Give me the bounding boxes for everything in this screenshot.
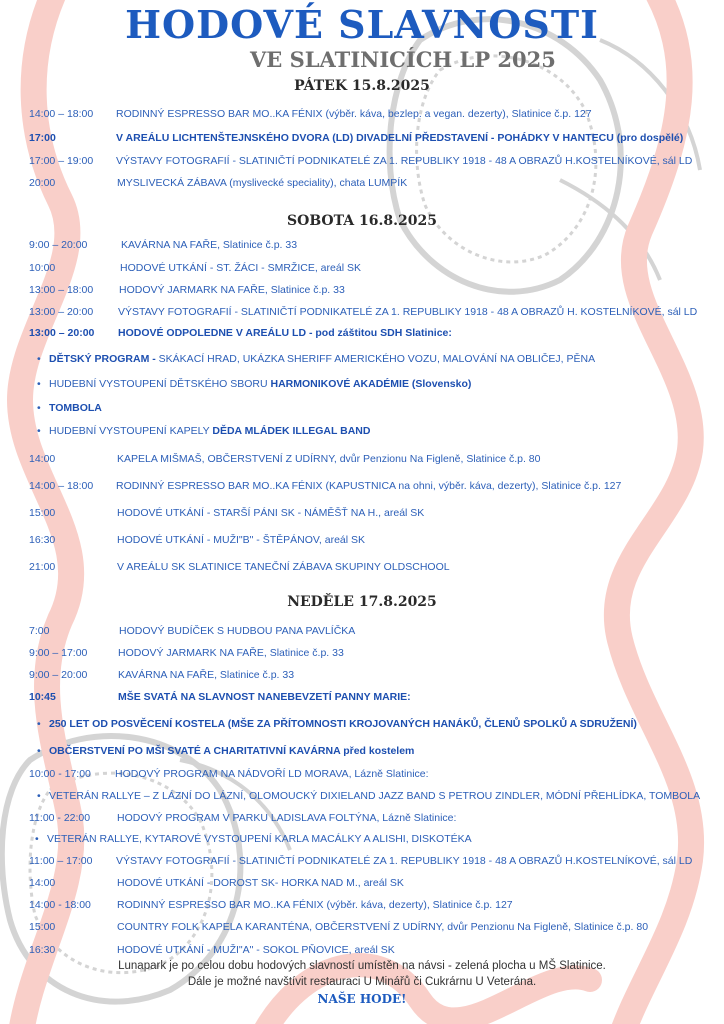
row-time: 11:00 - 22:00 bbox=[29, 812, 91, 824]
row-time: 15:00 bbox=[29, 921, 56, 933]
row-text: HODOVÝ JARMARK NA FAŘE, Slatinice č.p. 33 bbox=[119, 284, 345, 296]
row-time: 9:00 – 17:00 bbox=[29, 647, 88, 659]
row-text: RODINNÝ ESPRESSO BAR MO..KA FÉNIX (KAPUSTNICA na ohni, výběr. káva, dezerty), Slatinice č.p. 127 bbox=[116, 480, 622, 492]
page-title: HODOVÉ SLAVNOSTI bbox=[125, 2, 599, 47]
closing-slogan: NAŠE HODE! bbox=[317, 992, 407, 1006]
bullet-item: • 250 LET OD POSVĚCENÍ KOSTELA (MŠE ZA PŘÍTOMNOSTI KROJOVANÝCH HANÁKŮ, ČLENŮ SPOLKŮ A SDRUŽENÍ) bbox=[37, 718, 637, 730]
row-text: RODINNÝ ESPRESSO BAR MO..KA FÉNIX (výběr. káva, bezlep. a vegan. dezerty), Slatinice č.p. 127 bbox=[116, 108, 592, 120]
bullet-icon: • bbox=[37, 425, 41, 437]
bullet-icon: • bbox=[37, 402, 41, 414]
row-time: 7:00 bbox=[29, 625, 50, 637]
row-text: HODOVÝ BUDÍČEK S HUDBOU PANA PAVLÍČKA bbox=[119, 625, 356, 637]
bullet-item: • OBČERSTVENÍ PO MŠI SVATÉ A CHARITATIVNÍ KAVÁRNA před kostelem bbox=[37, 745, 415, 757]
row-text: KAVÁRNA NA FAŘE, Slatinice č.p. 33 bbox=[121, 239, 298, 251]
row-time: 13:00 – 20:00 bbox=[29, 306, 94, 318]
row-time: 15:00 bbox=[29, 507, 56, 519]
row-time: 17:00 bbox=[29, 132, 56, 144]
row-text: V AREÁLU SK SLATINICE TANEČNÍ ZÁBAVA SKUPINY OLDSCHOOL bbox=[117, 561, 450, 573]
bullet-icon: • bbox=[35, 833, 39, 845]
row-text: HODOVÉ UTKÁNÍ - MUŽI"A" - SOKOL PŇOVICE, areál SK bbox=[117, 944, 395, 956]
day-heading-sunday: NEDĚLE 17.8.2025 bbox=[287, 594, 437, 610]
row-time: 9:00 – 20:00 bbox=[29, 669, 88, 681]
bullet-icon: • bbox=[37, 718, 41, 730]
bullet-icon: • bbox=[37, 745, 41, 757]
bullet-item: • HUDEBNÍ VYSTOUPENÍ DĚTSKÉHO SBORU HARMONIKOVÉ AKADÉMIE (Slovensko) bbox=[37, 378, 472, 390]
row-text: HODOVÉ UTKÁNÍ - STARŠÍ PÁNI SK - NÁMĚŠŤ NA H., areál SK bbox=[117, 507, 425, 519]
row-text: HODOVÝ PROGRAM V PARKU LADISLAVA FOLTÝNA, Lázně Slatinice: bbox=[117, 812, 457, 824]
bullet-item: • VETERÁN RALLYE, KYTAROVÉ VYSTOUPENÍ KARLA MACÁLKY A ALISHI, DISKOTÉKA bbox=[35, 833, 472, 845]
row-time: 10:00 - 17:00 bbox=[29, 768, 91, 780]
row-text: MŠE SVATÁ NA SLAVNOST NANEBEVZETÍ PANNY MARIE: bbox=[118, 691, 411, 703]
row-text: HODOVÉ UTKÁNÍ - MUŽI"B" - ŠTĚPÁNOV, areál SK bbox=[117, 534, 366, 546]
row-text: VÝSTAVY FOTOGRAFIÍ - SLATINIČTÍ PODNIKATELÉ ZA 1. REPUBLIKY 1918 - 48 A OBRAZŮ H.KOSTELNÍKOVÉ, sál LD bbox=[116, 855, 693, 867]
day-heading-friday: PÁTEK 15.8.2025 bbox=[294, 78, 430, 94]
row-time: 13:00 – 20:00 bbox=[29, 327, 95, 339]
row-time: 10:45 bbox=[29, 691, 56, 703]
row-time: 21:00 bbox=[29, 561, 56, 573]
row-text: HODOVÝ PROGRAM NA NÁDVOŘÍ LD MORAVA, Lázně Slatinice: bbox=[115, 768, 429, 780]
row-text: VÝSTAVY FOTOGRAFIÍ - SLATINIČTÍ PODNIKATELÉ ZA 1. REPUBLIKY 1918 - 48 A OBRAZŮ H.KOSTELNÍKOVÉ, sál LD bbox=[116, 155, 693, 167]
row-text: KAPELA MIŠMAŠ, OBČERSTVENÍ Z UDÍRNY, dvůr Penzionu Na Figleně, Slatinice č.p. 80 bbox=[117, 453, 541, 465]
footer-note-restaurants: Dále je možné navštívit restauraci U Minářů či Cukrárnu U Veterána. bbox=[187, 976, 537, 988]
row-text: COUNTRY FOLK KAPELA KARANTÉNA, OBČERSTVENÍ Z UDÍRNY, dvůr Penzionu Na Figleně, Slatinice č.p. 80 bbox=[117, 921, 649, 933]
row-time: 17:00 – 19:00 bbox=[29, 155, 94, 167]
page-subtitle: VE SLATINICÍCH LP 2025 bbox=[250, 47, 556, 72]
bullet-icon: • bbox=[37, 790, 41, 802]
row-time: 14:00 – 18:00 bbox=[29, 480, 94, 492]
bullet-item: • VETERÁN RALLYE – Z LÁZNÍ DO LÁZNÍ, OLOMOUCKÝ DIXIELAND JAZZ BAND S PETROU ZINDLER, MÓDNÍ PŘEHLÍDKA, TOMBOLA bbox=[37, 790, 701, 802]
row-time: 14:00 – 18:00 bbox=[29, 108, 94, 120]
row-text: KAVÁRNA NA FAŘE, Slatinice č.p. 33 bbox=[118, 669, 295, 681]
row-time: 9:00 – 20:00 bbox=[29, 239, 88, 251]
row-time: 16:30 bbox=[29, 944, 56, 956]
day-heading-saturday: SOBOTA 16.8.2025 bbox=[287, 213, 437, 229]
row-time: 14:00 bbox=[29, 877, 56, 889]
row-time: 14:00 - 18:00 bbox=[29, 899, 91, 911]
footer-note-lunapark: Lunapark je po celou dobu hodových slavností umístěn na návsi - zelená plocha u MŠ Slatinice. bbox=[118, 960, 606, 972]
row-text: HODOVÉ UTKÁNÍ - DOROST SK- HORKA NAD M., areál SK bbox=[117, 877, 404, 889]
row-text: HODOVÉ ODPOLEDNE V AREÁLU LD - pod záštitou SDH Slatinice: bbox=[118, 327, 452, 339]
row-text: RODINNÝ ESPRESSO BAR MO..KA FÉNIX (výběr. káva, dezerty), Slatinice č.p. 127 bbox=[117, 899, 513, 911]
row-time: 20:00 bbox=[29, 177, 56, 189]
row-time: 16:30 bbox=[29, 534, 56, 546]
row-text: V AREÁLU LICHTENŠTEJNSKÉHO DVORA (LD) DIVADELNÍ PŘEDSTAVENÍ - POHÁDKY V HANTECU (pro dospělé) bbox=[116, 132, 684, 144]
row-text: MYSLIVECKÁ ZÁBAVA (myslivecké speciality), chata LUMPÍK bbox=[117, 177, 408, 189]
row-time: 11:00 – 17:00 bbox=[29, 855, 93, 867]
row-time: 14:00 bbox=[29, 453, 56, 465]
row-text: VÝSTAVY FOTOGRAFIÍ - SLATINIČTÍ PODNIKATELÉ ZA 1. REPUBLIKY 1918 - 48 A OBRAZŮ H. KOSTELNÍKOVÉ, sál LD bbox=[118, 306, 698, 318]
bullet-item: • TOMBOLA bbox=[37, 402, 102, 414]
bullet-icon: • bbox=[37, 353, 41, 365]
row-time: 10:00 bbox=[29, 262, 56, 274]
bullet-item: • DĚTSKÝ PROGRAM - SKÁKACÍ HRAD, UKÁZKA SHERIFF AMERICKÉHO VOZU, MALOVÁNÍ NA OBLIČEJ, PĚNA bbox=[37, 353, 596, 365]
row-time: 13:00 – 18:00 bbox=[29, 284, 94, 296]
bullet-icon: • bbox=[37, 378, 41, 390]
row-text: HODOVÉ UTKÁNÍ - ST. ŽÁCI - SMRŽICE, areál SK bbox=[120, 262, 361, 274]
bullet-item: • HUDEBNÍ VYSTOUPENÍ KAPELY DĚDA MLÁDEK ILLEGAL BAND bbox=[37, 425, 371, 437]
row-text: HODOVÝ JARMARK NA FAŘE, Slatinice č.p. 33 bbox=[118, 647, 344, 659]
